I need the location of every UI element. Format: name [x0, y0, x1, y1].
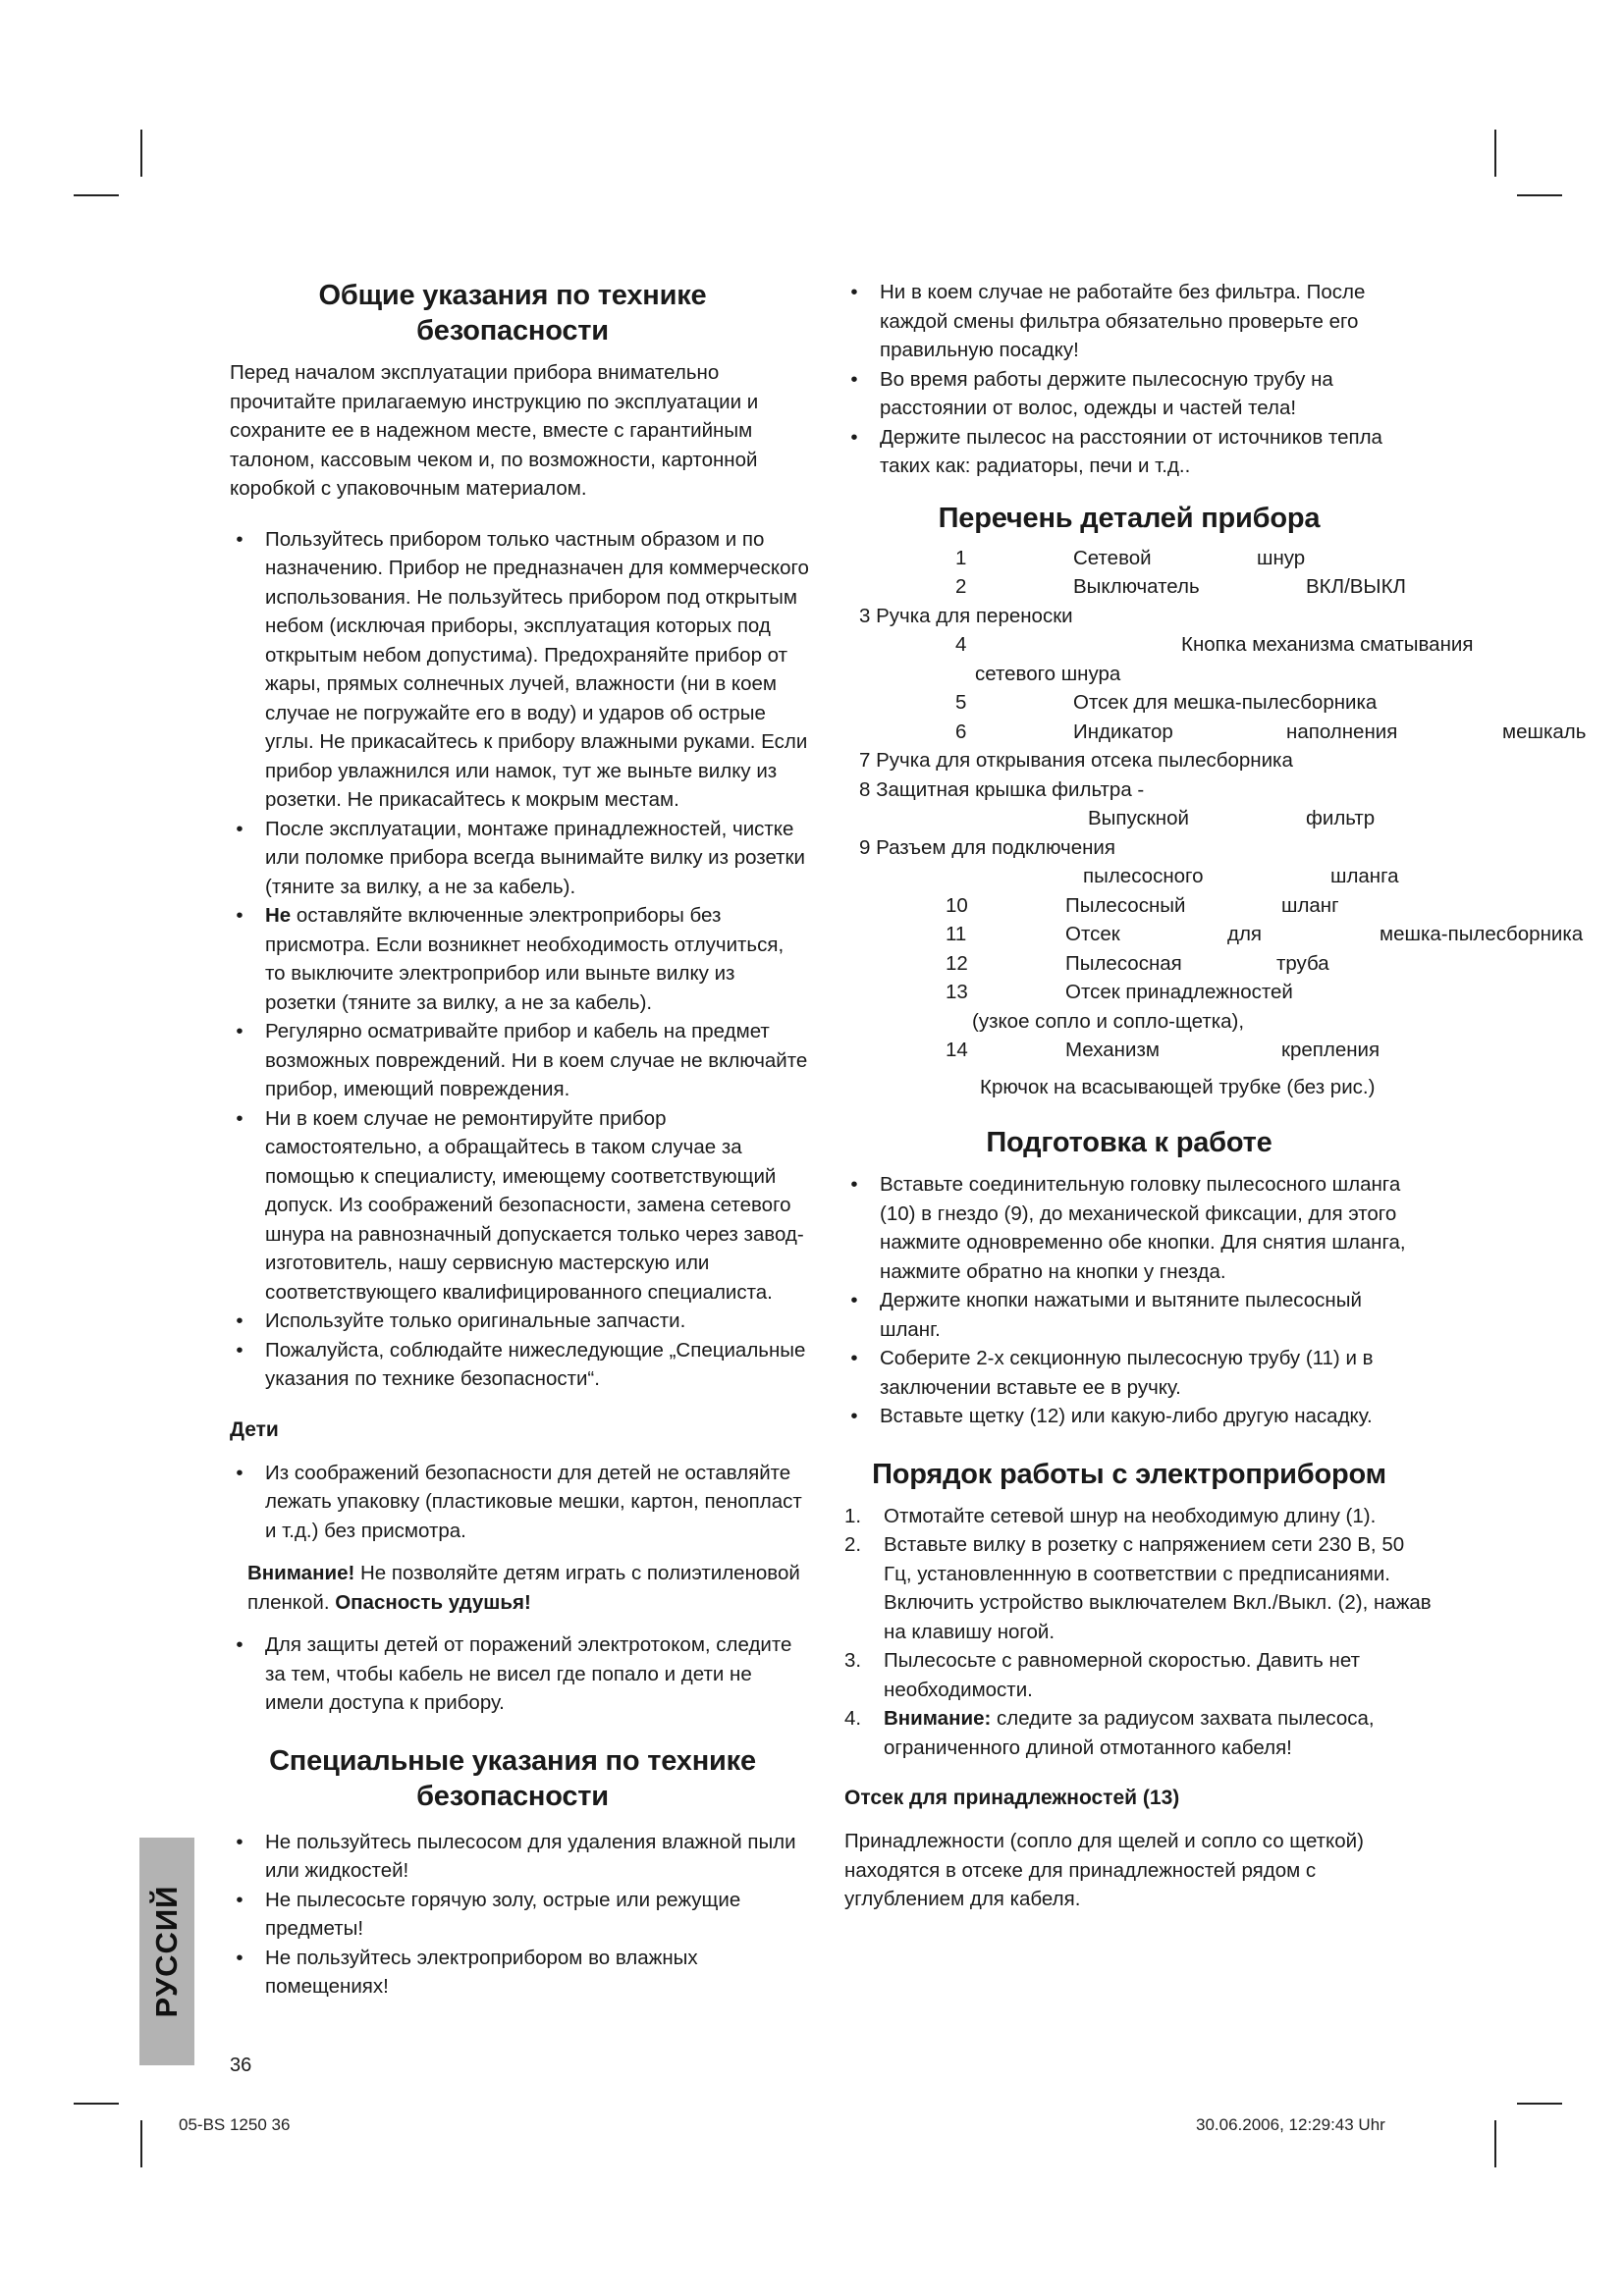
accessories-heading: Отсек для принадлежностей (13): [844, 1787, 1180, 1809]
section-title-safety: Общие указания по технике безопасности: [318, 280, 707, 347]
list-item: (узкое сопло и сопло-щетка),: [972, 1009, 1245, 1033]
list-item: 5 Отсек для мешка-пылесборника: [955, 691, 1378, 714]
left-column: [230, 278, 809, 2002]
operation-steps-list: [844, 1502, 1434, 1763]
crop-mark: [74, 2103, 119, 2105]
intro-paragraph: Перед началом эксплуатации прибора внимательно прочитайте прилагаемую инструкцию по эксплуатации и сохраните ее в надежном месте, вместе с гарантийным талоном, кассовым чеком и, по возможности, картонной коробкой с упаковочным материалом.: [230, 361, 759, 500]
list-item: 2 Выключатель ВКЛ/ВЫКЛ: [955, 575, 1406, 598]
list-item: • Не оставляйте включенные электроприборы без присмотра. Если возникнет необходимость отлучиться, то выключите электроприбор или выньте вилку из розетки (тяните за вилку, а не за кабель).: [236, 904, 785, 1014]
crop-mark: [140, 130, 142, 177]
list-item: • Регулярно осматривайте прибор и кабель на предмет возможных повреждений. Ни в коем случае не включайте прибор, имеющий повреждения.: [236, 1020, 808, 1100]
children-bullet-list-2: [230, 1630, 809, 1718]
list-item: • Соберите 2-х секционную пылесосную трубу (11) и в заключении вставьте ее в ручку.: [850, 1347, 1374, 1399]
list-item: • Во время работы держите пылесосную трубу на расстоянии от волос, одежды и частей тела!: [850, 367, 1333, 419]
special-bullet-list: [230, 1828, 809, 2002]
list-item: 1. Отмотайте сетевой шнур на необходимую длину (1).: [844, 1504, 1377, 1527]
list-item: 8 Защитная крышка фильтра -: [859, 777, 1145, 801]
section-title-special: Специальные указания по технике безопасности: [269, 1744, 756, 1812]
list-item: 11 Отсек для мешка-пылесборника: [946, 923, 1584, 945]
crop-mark: [74, 194, 119, 196]
section-title-operation: Порядок работы с электроприбором: [872, 1458, 1386, 1490]
accessories-paragraph: Принадлежности (сопло для щелей и сопло со щеткой) находятся в отсеке для принадлежностей рядом с углублением для кабеля.: [844, 1830, 1364, 1910]
children-heading: Дети: [230, 1417, 279, 1441]
list-item: • Держите пылесос на расстоянии от источников тепла таких как: радиаторы, печи и т.д..: [850, 425, 1382, 477]
list-item: 1 Сетевой шнур: [955, 546, 1306, 569]
list-item: • Для защиты детей от поражений электротоком, следите за тем, чтобы кабель не висел где попало и дети не имели доступа к прибору.: [236, 1633, 792, 1714]
language-side-tab: [139, 1838, 194, 2065]
footer-right: 30.06.2006, 12:29:43 Uhr: [1196, 2115, 1385, 2134]
list-item: • Не пылесосьте горячую золу, острые или режущие предметы!: [236, 1888, 741, 1940]
safety-bullet-list: [230, 525, 809, 1394]
list-item: • Ни в коем случае не ремонтируйте прибор самостоятельно, а обращайтесь в таком случае за помощью к специалисту, имеющему соответствующий допуск. Из соображений безопасности, замена сетевого шнура на равнозначный допускается только через завод-изготовитель, нашу сервисную мастерскую или соответствующего квалифицированного специалиста.: [236, 1106, 804, 1304]
list-item: сетевого шнура: [975, 662, 1121, 685]
language-label: РУССИЙ: [149, 1885, 184, 2018]
list-item: 9 Разъем для подключения: [859, 835, 1115, 859]
crop-mark: [1517, 2103, 1562, 2105]
list-item: Крючок на всасывающей трубке (без рис.): [980, 1075, 1376, 1098]
crop-mark: [1517, 194, 1562, 196]
crop-mark: [1494, 130, 1496, 177]
list-item: пылесосного шланга: [1083, 865, 1399, 887]
list-item: • Вставьте щетку (12) или какую-либо другую насадку.: [850, 1405, 1373, 1427]
list-item: 4 Кнопка механизма сматывания: [955, 633, 1474, 656]
list-item: • Держите кнопки нажатыми и вытяните пылесосный шланг.: [850, 1289, 1362, 1341]
warning-note: Внимание! Не позволяйте детям играть с полиэтиленовой пленкой. Опасность удушья!: [247, 1562, 800, 1614]
list-item: 4. Внимание: следите за радиусом захвата пылесоса, ограниченного длиной отмотанного кабеля!: [844, 1707, 1375, 1759]
footer-left: 05-BS 1250 36: [179, 2115, 291, 2134]
list-item: • Пожалуйста, соблюдайте нижеследующие „Специальные указания по технике безопасности“.: [236, 1338, 806, 1390]
section-title-parts: Перечень деталей прибора: [938, 502, 1321, 534]
list-item: 3. Пылесосьте с равномерной скоростью. Давить нет необходимости.: [844, 1649, 1360, 1701]
crop-mark: [1494, 2120, 1496, 2167]
right-column: [844, 278, 1591, 1914]
list-item: 7 Ручка для открывания отсека пылесборника: [859, 749, 1293, 772]
list-item: • Не пользуйтесь электроприбором во влажных помещениях!: [236, 1946, 698, 1998]
list-item: • Из соображений безопасности для детей не оставляйте лежать упаковку (пластиковые мешки, картон, пенопласт и т.д.) без присмотра.: [236, 1461, 802, 1542]
list-item: 10 Пылесосный шланг: [946, 893, 1339, 917]
list-item: • Используйте только оригинальные запчасти.: [236, 1309, 686, 1332]
list-item: 12 Пылесосная труба: [946, 951, 1329, 975]
list-item: • Вставьте соединительную головку пылесосного шланга (10) в гнездо (9), до механической фиксации, для этого нажмите одновременно обе кнопки. Для снятия шланга, нажмите обратно на кнопки у гнезда.: [850, 1173, 1406, 1283]
parts-list: [844, 544, 1591, 1102]
children-bullet-list: [230, 1459, 809, 1546]
page-number: 36: [230, 2055, 252, 2076]
top-bullet-list: [844, 278, 1414, 481]
list-item: 13 Отсек принадлежностей: [946, 981, 1293, 1003]
list-item: • Ни в коем случае не работайте без фильтра. После каждой смены фильтра обязательно проверьте его правильную посадку!: [850, 281, 1366, 361]
list-item: 6 Индикатор наполнения мешкаль: [955, 720, 1587, 743]
list-item: 3 Ручка для переноски: [859, 604, 1073, 627]
list-item: 14 Механизм крепления: [946, 1039, 1380, 1061]
list-item: • Не пользуйтесь пылесосом для удаления влажной пыли или жидкостей!: [236, 1830, 796, 1882]
crop-mark: [140, 2120, 142, 2167]
prep-bullet-list: [844, 1170, 1424, 1431]
list-item: • Пользуйтесь прибором только частным образом и по назначению. Прибор не предназначен для коммерческого использования. Не пользуйтесь прибором под открытым небом (исключая приборы, эксплуатация которых под открытым небом допустима). Предохраняйте прибор от жары, прямых солнечных лучей, влажности (ни в коем случае не погружайте его в воду) и ударов об острые углы. Не прикасайтесь к прибору влажными руками. Если прибор увлажнился или намок, тут же выньте вилку из розетки. Не прикасайтесь к мокрым местам.: [236, 527, 809, 811]
list-item: Выпускной фильтр: [1088, 807, 1376, 829]
list-item: • После эксплуатации, монтаже принадлежностей, чистке или поломке прибора всегда вынимайте вилку из розетки (тяните за вилку, а не за кабель).: [236, 817, 805, 898]
section-title-prep: Подготовка к работе: [986, 1127, 1272, 1158]
list-item: 2. Вставьте вилку в розетку с напряжением сети 230 В, 50 Гц, установленнную в соответствии с предписаниями. Включить устройство выключателем Вкл./Выкл. (2), нажав на клавишу ногой.: [844, 1533, 1432, 1643]
